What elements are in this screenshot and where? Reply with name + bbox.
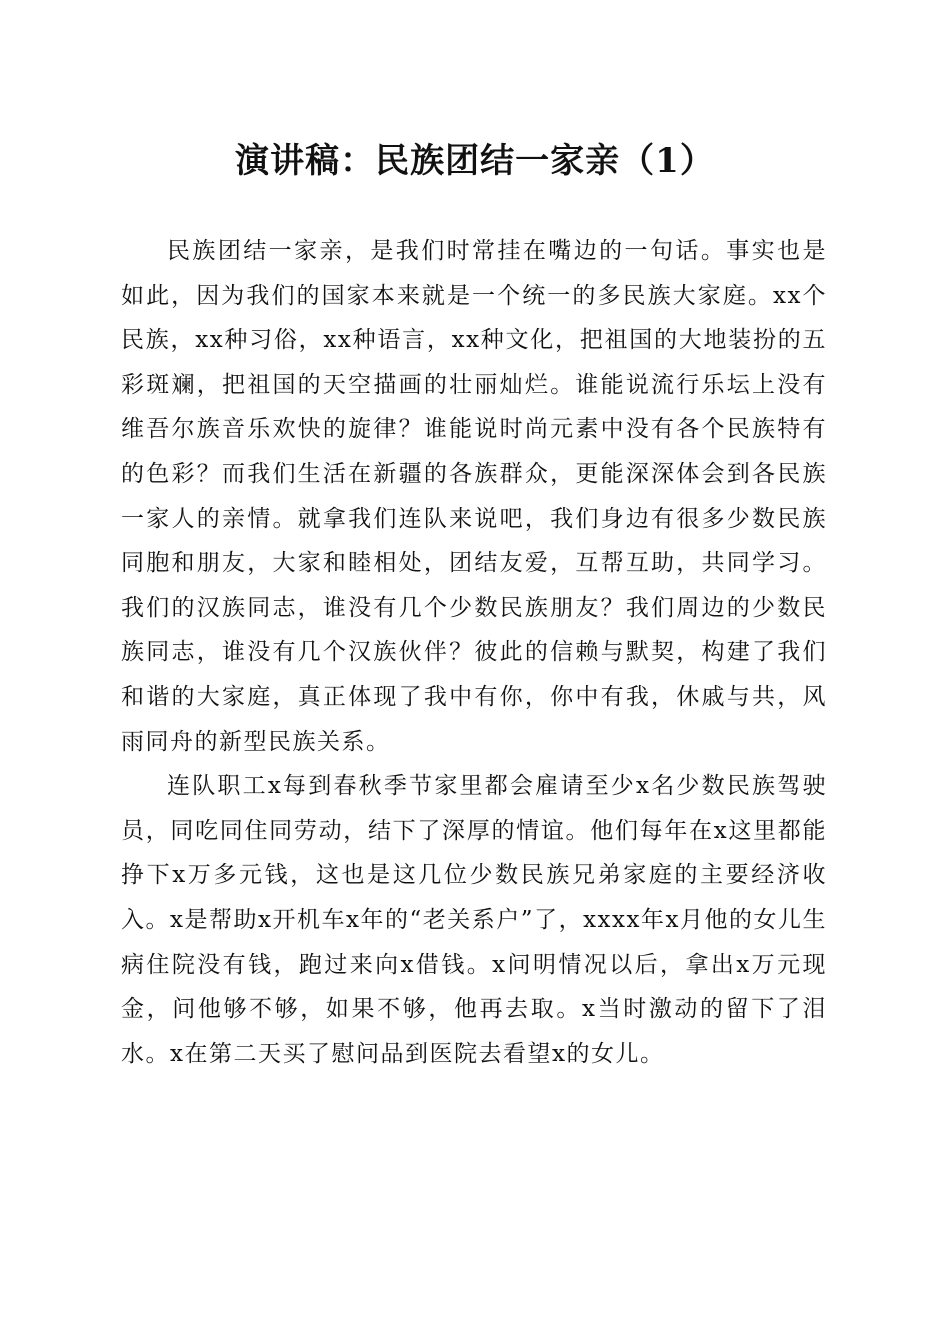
document-title: 演讲稿：民族团结一家亲（1） (235, 141, 715, 181)
paragraph-1: 民族团结一家亲，是我们时常挂在嘴边的一句话。事实也是如此，因为我们的国家本来就是一个统一的多民族大家庭。xx个民族，xx种习俗，xx种语言，xx种文化，把祖国的大地装扮的五彩斑斓，把祖国的天空描画的壮丽灿烂。谁能说流行乐坛上没有维吾尔族音乐欢快的旋律？谁能说时尚元素中没有各个民族特有的色彩？而我们生活在新疆的各族群众，更能深深体会到各民族一家人的亲情。就拿我们连队来说吧，我们身边有很多少数民族同胞和朋友，大家和睦相处，团结友爱，互帮互助，共同学习。我们的汉族同志，谁没有几个少数民族朋友？我们周边的少数民族同志，谁没有几个汉族伙伴？彼此的信赖与默契，构建了我们和谐的大家庭，真正体现了我中有你，你中有我，休戚与共，风雨同舟的新型民族关系。 (121, 238, 827, 755)
paragraph-2: 连队职工x每到春秋季节家里都会雇请至少x名少数民族驾驶员，同吃同住同劳动，结下了深厚的情谊。他们每年在x这里都能挣下x万多元钱，这也是这几位少数民族兄弟家庭的主要经济收入。x是帮助x开机车x年的“老关系户”了，xxxx年x月他的女儿生病住院没有钱，跑过来向x借钱。x问明情况以后，拿出x万元现金，问他够不够，如果不够，他再去取。x当时激动的留下了泪水。x在第二天买了慰问品到医院去看望x的女儿。 (121, 773, 827, 1067)
document-body (121, 229, 827, 1076)
